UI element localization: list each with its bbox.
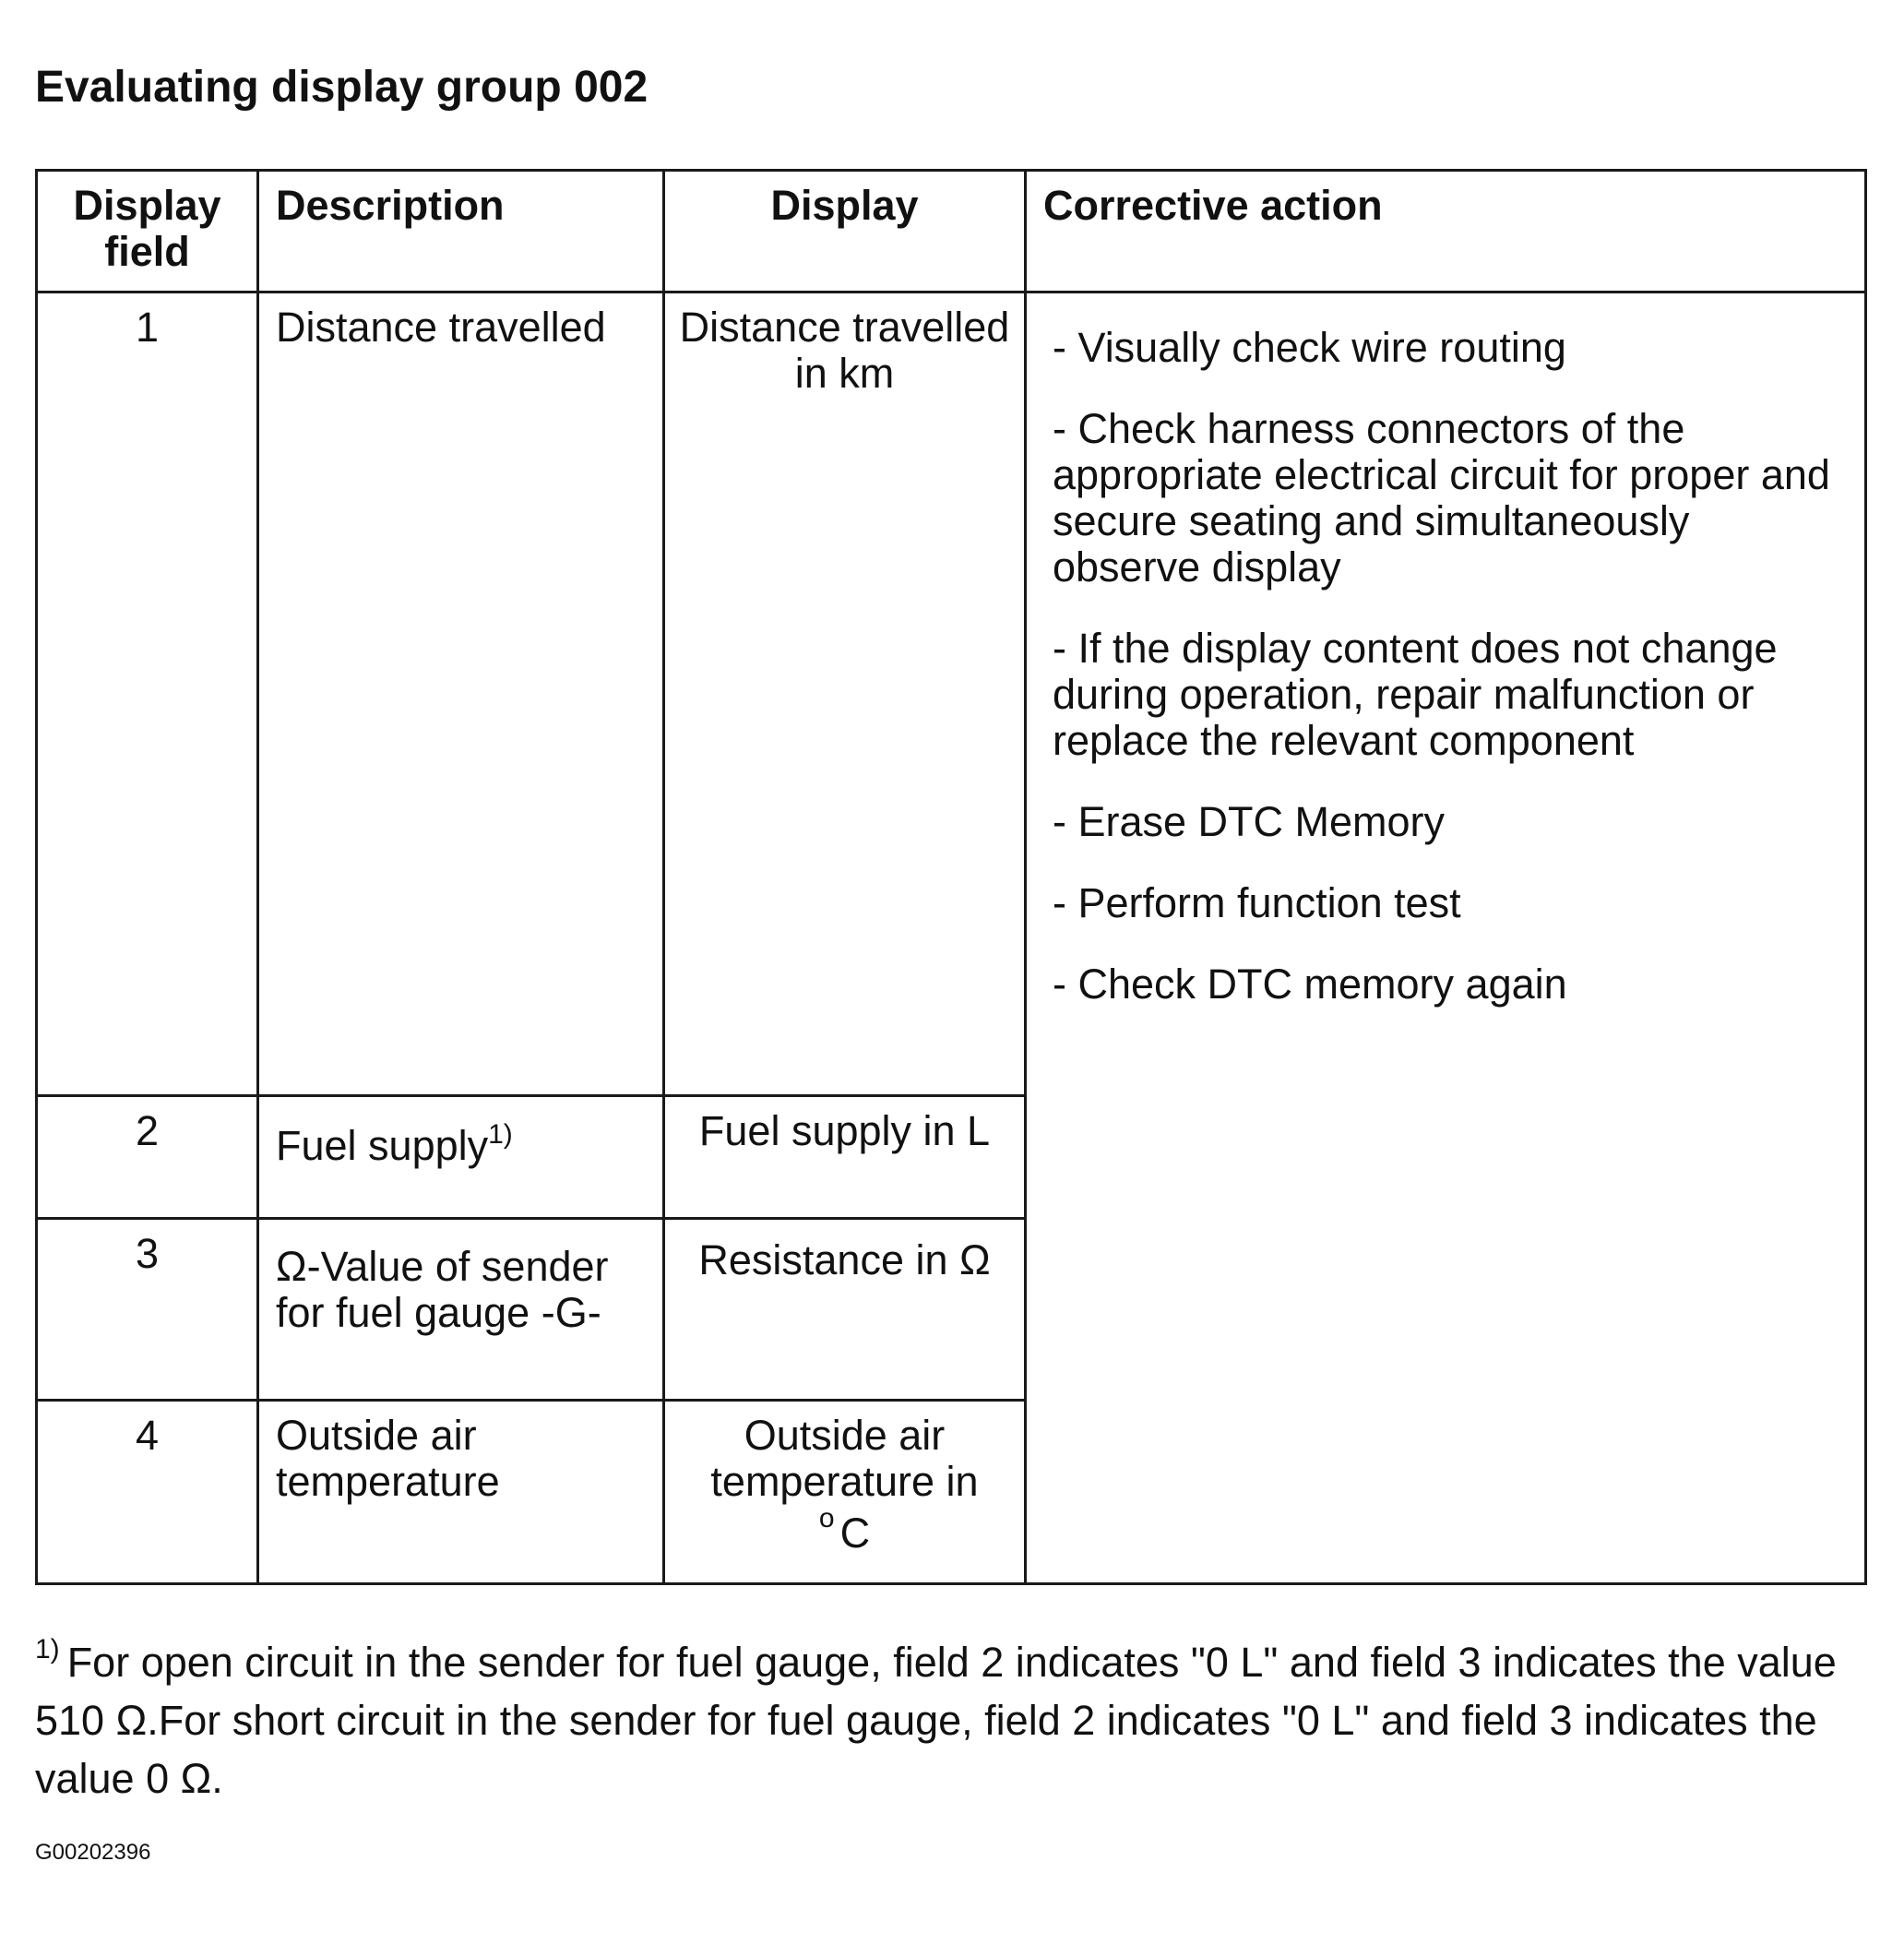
corrective-action-item: - Visually check wire routing <box>1053 324 1566 371</box>
footnote <box>35 1633 1871 1808</box>
figure-code: G00202396 <box>35 1840 151 1865</box>
row-4-field: 4 <box>37 1401 258 1584</box>
row-3-display: Resistance in Ω <box>664 1219 1026 1401</box>
degree-symbol: o <box>818 1503 835 1533</box>
row-3-description: Ω-Value of sender for fuel gauge -G- <box>258 1219 664 1401</box>
corrective-action-item: - If the display content does not change during operation, repair malfunction or replace the relevant component <box>1053 625 1778 764</box>
header-description: Description <box>258 171 664 292</box>
header-corrective-action: Corrective action <box>1026 171 1866 292</box>
corrective-action-item: - Check DTC memory again <box>1053 961 1567 1008</box>
header-display: Display <box>664 171 1026 292</box>
row-2-field: 2 <box>37 1096 258 1219</box>
row-4-display-cell <box>664 1401 1026 1584</box>
display-group-table <box>35 169 1867 1585</box>
row-3-field: 3 <box>37 1219 258 1401</box>
row-4-display-unit-line <box>674 1503 1015 1557</box>
row-4-display: Outside air temperature in <box>710 1412 979 1505</box>
corrective-action-cell <box>1026 292 1866 1584</box>
row-1-field: 1 <box>37 292 258 1096</box>
row-2-description: Fuel supply <box>276 1122 489 1169</box>
footnote-marker: 1) <box>35 1634 60 1665</box>
row-4-description: Outside air temperature <box>258 1401 664 1584</box>
table-row <box>37 292 1866 1096</box>
row-2-display: Fuel supply in L <box>664 1096 1026 1219</box>
corrective-action-item: - Erase DTC Memory <box>1053 798 1446 845</box>
header-display-field: Display field <box>37 171 258 292</box>
row-1-display: Distance travelled in km <box>664 292 1026 1096</box>
row-1-description: Distance travelled <box>258 292 664 1096</box>
footnote-reference: 1) <box>488 1119 513 1150</box>
corrective-action-item: - Perform function test <box>1053 879 1461 926</box>
table-header-row <box>37 171 1866 292</box>
footnote-text: For open circuit in the sender for fuel gauge, field 2 indicates "0 L" and field 3 indicates the value 510 Ω.For short circuit in the sender for fuel gauge, field 2 indicates "0 L" and field 3 indicates the value 0 Ω. <box>35 1639 1837 1802</box>
corrective-action-item: - Check harness connectors of the appropriate electrical circuit for proper and secure seating and simultaneously observe display <box>1053 405 1830 591</box>
row-4-display-unit: C <box>839 1509 871 1557</box>
row-2-description-cell <box>258 1096 664 1219</box>
page-title: Evaluating display group 002 <box>35 63 649 112</box>
